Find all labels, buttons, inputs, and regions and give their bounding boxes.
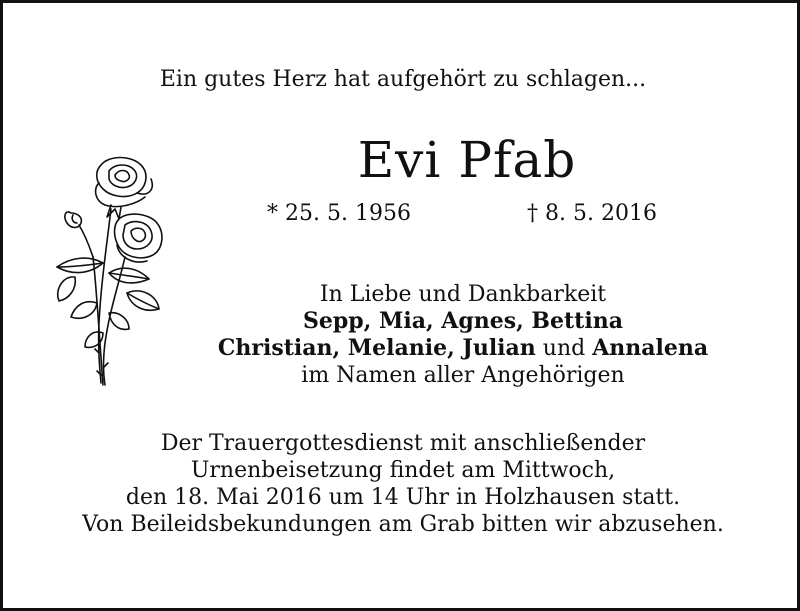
- service-info: [3, 430, 800, 538]
- service-line-4: Von Beileidsbekundungen am Grab bitten wir abzusehen.: [82, 512, 724, 537]
- family-names: [63, 308, 800, 335]
- birth-date: * 25. 5. 1956: [267, 201, 411, 226]
- service-line-2: Urnenbeisetzung findet am Mittwoch,: [190, 458, 616, 483]
- family-names-2: Christian, Melanie, Julian: [217, 335, 536, 361]
- relatives-line: im Namen aller Angehörigen: [301, 363, 625, 388]
- thanks-block: [63, 281, 800, 389]
- intro-text: Ein gutes Herz hat aufgehört zu schlagen...: [159, 67, 647, 92]
- family-names-1: Sepp, Mia, Agnes, Bettina: [303, 308, 623, 334]
- service-line-3: den 18. Mai 2016 um 14 Uhr in Holzhausen statt.: [125, 485, 681, 510]
- und-word: und: [542, 336, 586, 361]
- deceased-name: Evi Pfab: [357, 131, 577, 189]
- family-names-3: Annalena: [592, 335, 709, 361]
- thanks-line: In Liebe und Dankbarkeit: [319, 282, 607, 307]
- death-date: † 8. 5. 2016: [527, 201, 657, 226]
- service-line-1: Der Trauergottesdienst mit anschließender: [160, 431, 646, 456]
- family-names-row: [63, 335, 800, 362]
